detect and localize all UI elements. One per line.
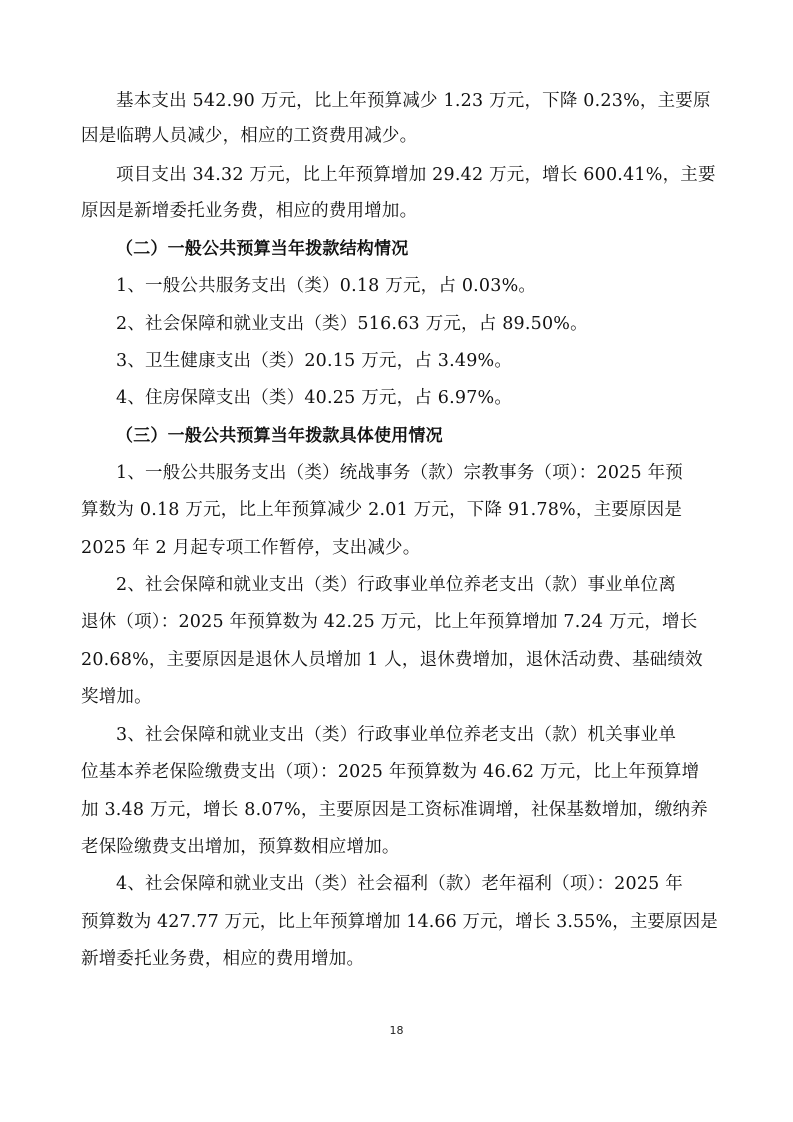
page-number: 18: [389, 1024, 404, 1037]
paragraph-line: 新增委托业务费，相应的费用增加。: [81, 949, 365, 969]
list-item: 2、社会保障和就业支出（类）516.63 万元，占 89.50%。: [116, 314, 588, 334]
paragraph-line: 3、社会保障和就业支出（类）行政事业单位养老支出（款）机关事业单: [116, 725, 677, 745]
list-item: 1、一般公共服务支出（类）0.18 万元，占 0.03%。: [116, 276, 537, 296]
paragraph-line: 预算数为 427.77 万元，比上年预算增加 14.66 万元，增长 3.55%，主要原因是: [81, 912, 718, 932]
section-heading: （三）一般公共预算当年拨款具体使用情况: [116, 426, 443, 446]
list-item: 4、住房保障支出（类）40.25 万元，占 6.97%。: [116, 388, 513, 408]
list-item: 3、卫生健康支出（类）20.15 万元，占 3.49%。: [116, 351, 513, 371]
paragraph-line: 项目支出 34.32 万元，比上年预算增加 29.42 万元，增长 600.41%，主要: [116, 165, 716, 185]
paragraph-line: 加 3.48 万元，增长 8.07%，主要原因是工资标准调增，社保基数增加，缴纳养: [81, 800, 708, 820]
section-heading: （二）一般公共预算当年拨款结构情况: [116, 239, 409, 259]
paragraph-line: 1、一般公共服务支出（类）统战事务（款）宗教事务（项）：2025 年预: [116, 463, 683, 483]
paragraph-line: 基本支出 542.90 万元，比上年预算减少 1.23 万元，下降 0.23%，主要原: [116, 91, 711, 111]
paragraph-line: 2、社会保障和就业支出（类）行政事业单位养老支出（款）事业单位离: [116, 575, 677, 595]
paragraph-line: 4、社会保障和就业支出（类）社会福利（款）老年福利（项）：2025 年: [116, 874, 683, 894]
paragraph-line: 因是临聘人员减少，相应的工资费用减少。: [81, 126, 418, 146]
paragraph-line: 20.68%，主要原因是退休人员增加 1 人，退休费增加，退休活动费、基础绩效: [81, 650, 703, 670]
paragraph-line: 算数为 0.18 万元，比上年预算减少 2.01 万元，下降 91.78%，主要原因是: [81, 500, 683, 520]
paragraph-line: 原因是新增委托业务费，相应的费用增加。: [81, 201, 418, 221]
paragraph-line: 2025 年 2 月起专项工作暂停，支出减少。: [81, 538, 421, 558]
paragraph-line: 老保险缴费支出增加，预算数相应增加。: [81, 837, 400, 857]
paragraph-line: 位基本养老保险缴费支出（项）：2025 年预算数为 46.62 万元，比上年预算增: [81, 762, 700, 782]
paragraph-line: 退休（项）：2025 年预算数为 42.25 万元，比上年预算增加 7.24 万元，增长: [81, 612, 698, 632]
paragraph-line: 奖增加。: [81, 687, 152, 707]
